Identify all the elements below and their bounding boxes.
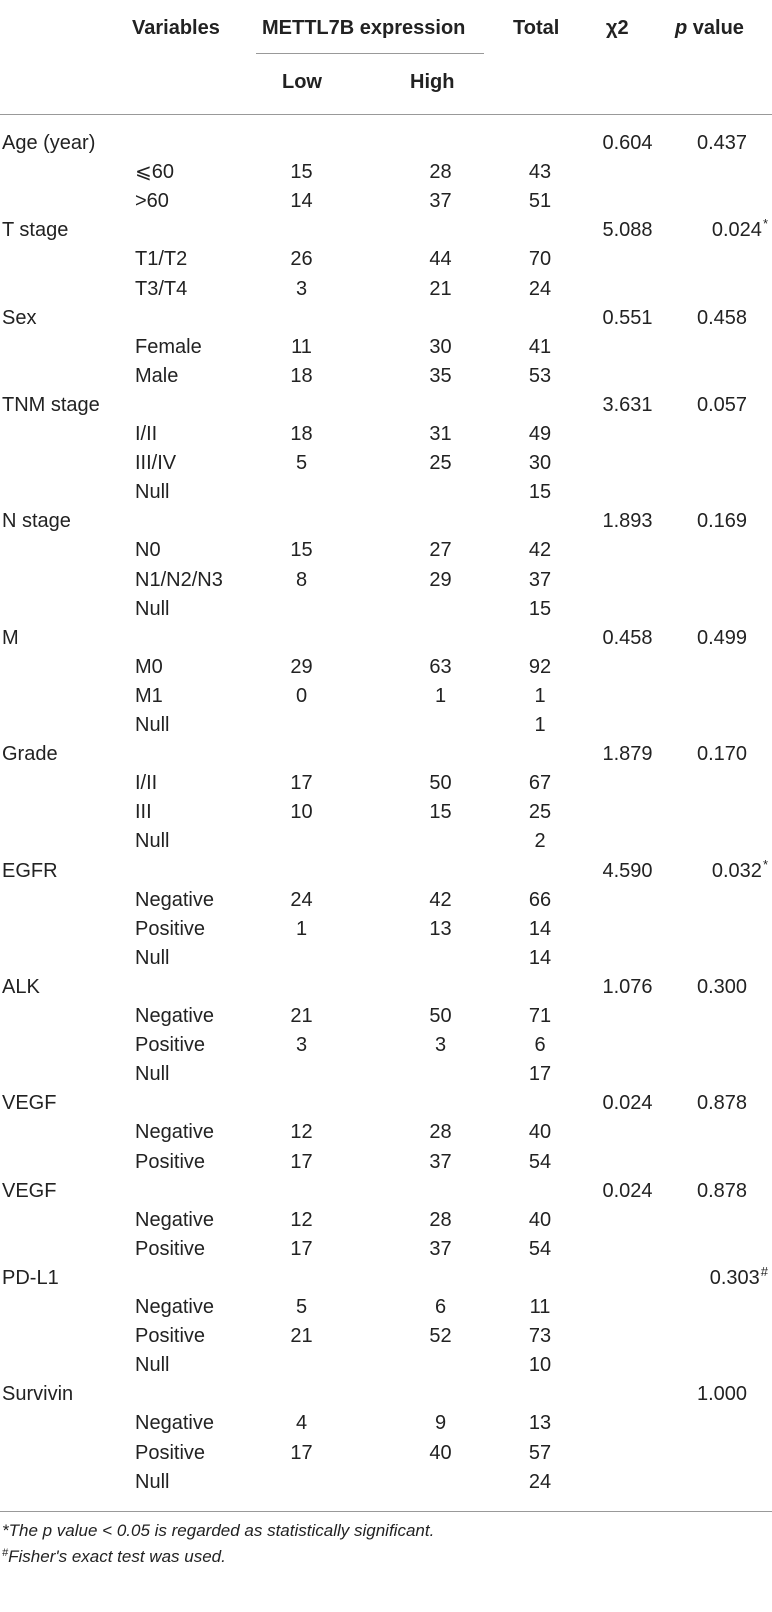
total-count: 10 [528, 1354, 552, 1377]
chi2-value: 3.631 [602, 393, 653, 416]
p-value [676, 972, 768, 1002]
header-low: Low [282, 71, 322, 93]
high-count: 37 [429, 1150, 452, 1173]
chi2-value: 1.893 [602, 510, 653, 533]
p-value-number: 0.057 [696, 393, 748, 416]
low-count: 18 [290, 364, 313, 387]
high-count: 21 [429, 277, 452, 300]
high-count: 44 [429, 248, 452, 271]
table-row [0, 885, 772, 915]
variable-label: VEGF [2, 1092, 57, 1115]
low-count: 26 [290, 248, 313, 271]
category-label: Null [135, 1063, 170, 1086]
total-count: 43 [528, 161, 552, 184]
header-variables: Variables [132, 17, 220, 39]
total-count: 40 [528, 1208, 552, 1231]
category-label: Null [135, 830, 170, 853]
high-count: 31 [429, 423, 452, 445]
high-count: 37 [429, 1237, 452, 1260]
p-value-number: 0.878 [696, 1092, 748, 1115]
high-count: 27 [429, 539, 452, 562]
category-label: Null [135, 481, 170, 504]
category-label: Null [135, 597, 170, 620]
category-label: T3/T4 [135, 277, 188, 300]
category-label: Positive [135, 1325, 206, 1348]
p-value [676, 856, 768, 888]
p-value [676, 128, 768, 158]
p-value-number: 0.170 [696, 743, 748, 766]
total-count: 73 [528, 1325, 552, 1348]
total-count: 30 [528, 452, 552, 475]
p-value-number: 0.499 [696, 626, 748, 649]
category-label: Positive [135, 1441, 206, 1464]
significance-mark: * [762, 216, 768, 232]
high-count: 6 [434, 1296, 447, 1318]
p-value-number: 0.169 [696, 510, 748, 533]
category-label: Positive [135, 1150, 206, 1173]
total-count: 51 [528, 190, 552, 213]
table-row [0, 565, 772, 595]
category-label: Null [135, 946, 170, 969]
variable-label: Survivin [2, 1383, 74, 1406]
p-value [676, 303, 768, 333]
total-count: 71 [528, 1005, 552, 1027]
category-label: >60 [135, 190, 169, 213]
table-row [0, 244, 772, 274]
total-count: 40 [528, 1121, 552, 1144]
low-count: 17 [290, 772, 313, 795]
total-count: 67 [528, 772, 552, 795]
table-row [0, 768, 772, 798]
low-count: 3 [295, 1034, 308, 1057]
low-count: 12 [290, 1121, 313, 1144]
high-count: 1 [434, 684, 447, 707]
category-label: T1/T2 [135, 248, 188, 271]
p-value-number: 0.458 [696, 306, 748, 329]
footnote-fisher [2, 1546, 226, 1570]
table-row [0, 1408, 772, 1438]
header-bottom-rule [0, 114, 772, 115]
high-count: 29 [429, 568, 452, 591]
chi2-value: 0.458 [602, 626, 653, 649]
p-value [676, 1263, 768, 1295]
low-count: 24 [290, 888, 313, 911]
total-count: 2 [534, 830, 546, 853]
low-count: 15 [290, 161, 313, 184]
variable-label: T stage [2, 219, 69, 242]
chi2-value: 4.590 [602, 859, 653, 882]
significance-mark: # [760, 1263, 768, 1279]
total-count: 57 [528, 1441, 552, 1464]
category-label: M1 [135, 684, 163, 707]
low-count: 8 [295, 568, 308, 591]
table-row [0, 1117, 772, 1147]
low-count: 29 [290, 655, 313, 678]
high-count: 28 [429, 1121, 452, 1144]
high-count: 15 [429, 801, 452, 824]
high-count: 28 [429, 161, 452, 184]
total-count: 42 [528, 539, 552, 562]
table-row [0, 1059, 772, 1089]
low-count: 3 [295, 277, 308, 300]
high-count: 42 [429, 888, 452, 911]
total-count: 15 [528, 481, 552, 504]
p-value-number: 0.878 [696, 1179, 748, 1202]
high-count: 9 [434, 1412, 447, 1435]
category-label: Negative [135, 1412, 214, 1435]
header-p-value [675, 16, 744, 40]
table-row [0, 594, 772, 624]
category-label: I/II [135, 772, 158, 795]
table-row [0, 710, 772, 740]
variable-label: Grade [2, 743, 58, 766]
footnote-significance: *The p value < 0.05 is regarded as statistically significant. [2, 1521, 435, 1540]
low-count: 5 [295, 1296, 308, 1318]
category-label: Positive [135, 917, 206, 940]
high-count: 28 [429, 1208, 452, 1231]
p-value-number: 0.437 [696, 132, 748, 154]
p-value-number: 1.000 [696, 1383, 748, 1406]
table-row [0, 1379, 772, 1409]
chi2-value: 1.879 [602, 743, 653, 766]
table-row [0, 157, 772, 187]
category-label: Negative [135, 1208, 214, 1231]
category-label: Negative [135, 1005, 214, 1027]
table-row [0, 128, 772, 158]
low-count: 10 [290, 801, 313, 824]
low-count: 17 [290, 1150, 313, 1173]
variable-label: TNM stage [2, 393, 100, 416]
high-count: 63 [429, 655, 452, 678]
table-bottom-rule [0, 1511, 772, 1512]
footnote-hash-mark: # [2, 1547, 9, 1559]
total-count: 66 [528, 888, 552, 911]
table-row [0, 623, 772, 653]
category-label: M0 [135, 655, 163, 678]
p-value [676, 623, 768, 653]
p-value [676, 1176, 768, 1206]
table-row [0, 1147, 772, 1177]
low-count: 18 [290, 423, 313, 445]
category-label: Null [135, 714, 170, 736]
p-value-number: 0.024 [711, 219, 762, 242]
p-value-number: 0.300 [696, 975, 748, 998]
low-count: 4 [295, 1412, 308, 1435]
total-count: 6 [534, 1034, 546, 1057]
p-value [676, 1088, 768, 1118]
p-value [676, 506, 768, 536]
category-label: Null [135, 1470, 170, 1493]
table-row [0, 1467, 772, 1497]
total-count: 14 [528, 946, 552, 969]
category-label: Negative [135, 1296, 214, 1318]
high-count: 52 [429, 1325, 452, 1348]
category-label: Female [135, 335, 202, 358]
table-row [0, 215, 772, 245]
header-chi2: χ2 [606, 17, 629, 39]
low-count: 17 [290, 1441, 313, 1464]
table-row [0, 739, 772, 769]
chi2-value: 0.604 [602, 132, 653, 154]
p-value-number: 0.032 [711, 859, 762, 882]
total-count: 37 [528, 568, 552, 591]
chi2-value: 5.088 [602, 219, 653, 242]
total-count: 41 [528, 335, 552, 358]
total-count: 70 [528, 248, 552, 271]
header-total: Total [513, 17, 560, 39]
table-row [0, 1438, 772, 1468]
high-count: 25 [429, 452, 452, 475]
table-row [0, 390, 772, 420]
table-row [0, 477, 772, 507]
category-label: Male [135, 364, 179, 387]
category-label: N0 [135, 539, 161, 562]
low-count: 1 [295, 917, 308, 940]
total-count: 25 [528, 801, 552, 824]
high-count: 37 [429, 190, 452, 213]
low-count: 21 [290, 1005, 313, 1027]
low-count: 17 [290, 1237, 313, 1260]
table-row [0, 1001, 772, 1031]
low-count: 21 [290, 1325, 313, 1348]
p-value [676, 215, 768, 247]
variable-label: PD-L1 [2, 1266, 59, 1289]
low-count: 14 [290, 190, 313, 213]
total-count: 54 [528, 1150, 552, 1173]
total-count: 53 [528, 364, 552, 387]
chi2-value: 0.551 [602, 306, 653, 329]
low-count: 15 [290, 539, 313, 562]
total-count: 17 [528, 1063, 552, 1086]
category-label: I/II [135, 423, 158, 445]
total-count: 24 [528, 1470, 552, 1493]
total-count: 24 [528, 277, 552, 300]
table-row [0, 652, 772, 682]
table-row [0, 914, 772, 944]
high-count: 13 [429, 917, 452, 940]
p-value [676, 390, 768, 420]
table-row [0, 186, 772, 216]
variable-label: Age (year) [2, 132, 96, 154]
total-count: 11 [529, 1296, 551, 1318]
variable-label: M [2, 626, 19, 649]
header-p-italic: p [675, 17, 688, 39]
table-row [0, 1292, 772, 1322]
table-row [0, 274, 772, 304]
category-label: III/IV [135, 452, 177, 475]
table-row [0, 826, 772, 856]
total-count: 49 [528, 423, 552, 445]
category-label: Positive [135, 1237, 206, 1260]
table-row [0, 419, 772, 449]
category-label: ⩽60 [135, 161, 175, 184]
high-count: 40 [429, 1441, 452, 1464]
total-count: 1 [534, 714, 546, 736]
variable-label: ALK [2, 975, 40, 998]
total-count: 14 [528, 917, 552, 940]
table-row [0, 332, 772, 362]
variable-label: VEGF [2, 1179, 57, 1202]
total-count: 92 [528, 655, 552, 678]
category-label: Positive [135, 1034, 206, 1057]
table-row [0, 361, 772, 391]
table-row [0, 797, 772, 827]
variable-label: EGFR [2, 859, 58, 882]
expression-underline [256, 53, 484, 54]
table-row [0, 1321, 772, 1351]
p-value [676, 739, 768, 769]
p-value-number: 0.303 [709, 1266, 760, 1289]
header-high: High [410, 71, 455, 93]
p-value [676, 1379, 768, 1409]
table-row [0, 535, 772, 565]
footnote-fisher-text: Fisher's exact test was used. [8, 1547, 226, 1566]
variable-label: Sex [2, 306, 37, 329]
header-expression: METTL7B expression [262, 17, 466, 39]
category-label: III [135, 801, 152, 824]
high-count: 3 [434, 1034, 447, 1057]
category-label: N1/N2/N3 [135, 568, 223, 591]
table-row [0, 681, 772, 711]
table-row [0, 856, 772, 886]
table-row [0, 1176, 772, 1206]
variable-label: N stage [2, 510, 71, 533]
table-row [0, 448, 772, 478]
table-row [0, 1263, 772, 1293]
low-count: 12 [290, 1208, 313, 1231]
category-label: Negative [135, 1121, 214, 1144]
high-count: 50 [429, 772, 452, 795]
low-count: 0 [295, 684, 308, 707]
high-count: 35 [429, 364, 452, 387]
table-row [0, 506, 772, 536]
total-count: 1 [534, 684, 546, 707]
table-row [0, 1030, 772, 1060]
table-row [0, 1088, 772, 1118]
table-row [0, 303, 772, 333]
significance-mark: * [762, 856, 768, 872]
header-p-rest: value [687, 17, 744, 39]
table-row [0, 1234, 772, 1264]
low-count: 11 [291, 335, 312, 358]
table-row [0, 943, 772, 973]
chi2-value: 1.076 [602, 975, 653, 998]
table-row [0, 1205, 772, 1235]
category-label: Negative [135, 888, 214, 911]
chi2-value: 0.024 [602, 1179, 653, 1202]
total-count: 54 [528, 1237, 552, 1260]
chi2-value: 0.024 [602, 1092, 653, 1115]
table-row [0, 1350, 772, 1380]
total-count: 15 [528, 597, 552, 620]
high-count: 30 [429, 335, 452, 358]
high-count: 50 [429, 1005, 452, 1027]
table-row [0, 972, 772, 1002]
low-count: 5 [295, 452, 308, 475]
total-count: 13 [528, 1412, 552, 1435]
category-label: Null [135, 1354, 170, 1377]
